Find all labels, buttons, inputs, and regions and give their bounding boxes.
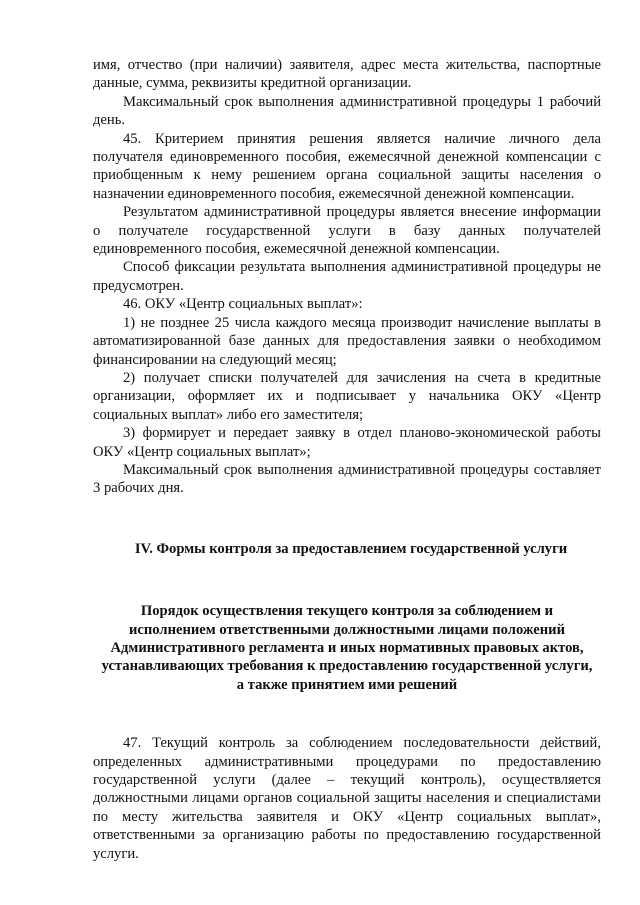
paragraph-item-46-3: 3) формирует и передает заявку в отдел планово-экономической работы ОКУ «Центр социальных выплат»; — [93, 425, 601, 460]
section-heading: IV. Формы контроля за предоставлением государственной услуги — [134, 540, 568, 557]
paragraph-max-term-1: Максимальный срок выполнения административной процедуры 1 рабочий день. — [93, 93, 601, 129]
paragraph-fixation: Способ фиксации результата выполнения административной процедуры не предусмотрен. — [93, 259, 601, 294]
paragraph-item-46-1: 1) не позднее 25 числа каждого месяца производит начисление выплаты в автоматизированной базе данных для предоставления заявки о необходимом финансировании на следующий месяц; — [93, 314, 601, 368]
paragraph-applicant-data: имя, отчество (при наличии) заявителя, адрес места жительства, паспортные данные, сумма, реквизиты кредитной организации. — [93, 57, 601, 92]
document-page — [93, 56, 601, 863]
paragraph-item-46: 46. ОКУ «Центр социальных выплат»: — [123, 296, 363, 313]
paragraph-item-45: 45. Критерием принятия решения является наличие личного дела получателя единовременного пособия, ежемесячной денежной компенсации с приобщенным к нему решением органа социальной защиты населения о назначении единовременного пособия, ежемесячной денежной компенсации. — [93, 130, 601, 202]
paragraph-result: Результатом административной процедуры является внесение информации о получателе государственной услуги в базу данных получателей единовременного пособия, ежемесячной денежной компенсации. — [93, 204, 601, 258]
paragraph-max-term-3: Максимальный срок выполнения административной процедуры составляет 3 рабочих дня. — [93, 461, 601, 497]
paragraph-item-47: 47. Текущий контроль за соблюдением последовательности действий, определенных административными процедурами по предоставлению государственной услуги (далее – текущий контроль), осуществляется должностными лицами органов социальной защиты населения и специалистами по месту жительства заявителя и ОКУ «Центр социальных выплат», ответственными за организацию работы по предоставлению государственной услуги. — [93, 735, 601, 862]
paragraph-item-46-2: 2) получает списки получателей для зачисления на счета в кредитные организации, оформляет их и подписывает у начальника ОКУ «Центр социальных выплат» либо его заместителя; — [93, 369, 601, 423]
subsection-heading: Порядок осуществления текущего контроля за соблюдением и исполнением ответственными должностными лицами положений Административного регламента и иных нормативных правовых актов, устанавливающих требования к предоставлению государственной услуги, а также принятием ими решений — [101, 603, 593, 693]
